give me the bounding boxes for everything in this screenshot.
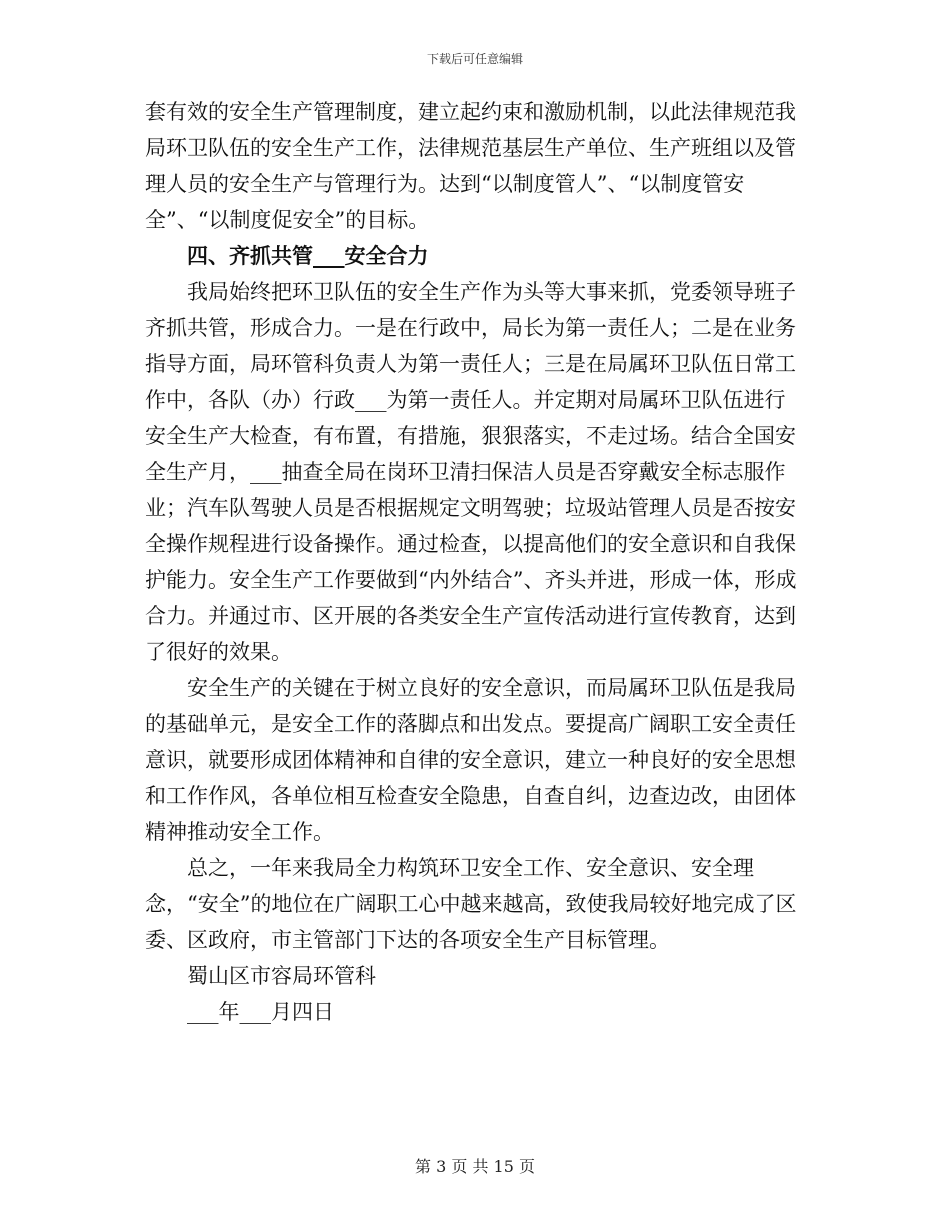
section-heading: 四、齐抓共管___安全合力 bbox=[187, 243, 429, 268]
paragraph: 我局始终把环卫队伍的安全生产作为头等大事来抓，党委领导班子齐抓共管，形成合力。一是在行政中，局长为第一责任人；二是在业务指导方面，局环管科负责人为第一责任人；三是在局属环卫队伍日常工作中，各队（办）行政___为第一责任人。并定期对局属环卫队伍进行安全生产大检查，有布置，有措施，狠狠落实，不走过场。结合全国安全生产月，___抽查全局在岗环卫清扫保洁人员是否穿戴安全标志服作业；汽车队驾驶人员是否根据规定文明驾驶；垃圾站管理人员是否按安全操作规程进行设备操作。通过检查，以提高他们的安全意识和自我保护能力。安全生产工作要做到“内外结合”、齐头并进，形成一体，形成合力。并通过市、区开展的各类安全生产宣传活动进行宣传教育，达到了很好的效果。 bbox=[145, 280, 797, 664]
signature-line: 蜀山区市容局环管科 bbox=[187, 964, 376, 988]
paragraph: 安全生产的关键在于树立良好的安全意识，而局属环卫队伍是我局的基础单元，是安全工作的落脚点和出发点。要提高广阔职工安全责任意识，就要形成团体精神和自律的安全意识，建立一种良好的安全思想和工作作风，各单位相互检查安全隐患，自查自纠，边查边改，由团体精神推动安全工作。 bbox=[145, 676, 796, 844]
page-number: 第 3 页 共 15 页 bbox=[415, 1157, 535, 1176]
paragraph: 总之，一年来我局全力构筑环卫安全工作、安全意识、安全理念，“安全”的地位在广阔职工心中越来越高，致使我局较好地完成了区委、区政府，市主管部门下达的各项安全生产目标管理。 bbox=[145, 856, 797, 952]
paragraph-continuation: 套有效的安全生产管理制度，建立起约束和激励机制，以此法律规范我局环卫队伍的安全生产工作，法律规范基层生产单位、生产班组以及管理人员的安全生产与管理行为。达到“以制度管人”、“以制度管安全”、“以制度促安全”的目标。 bbox=[145, 100, 796, 232]
date-line: ___年___月四日 bbox=[187, 1000, 334, 1024]
document-body bbox=[145, 94, 805, 1030]
page-header-note: 下载后可任意编辑 bbox=[426, 52, 523, 66]
